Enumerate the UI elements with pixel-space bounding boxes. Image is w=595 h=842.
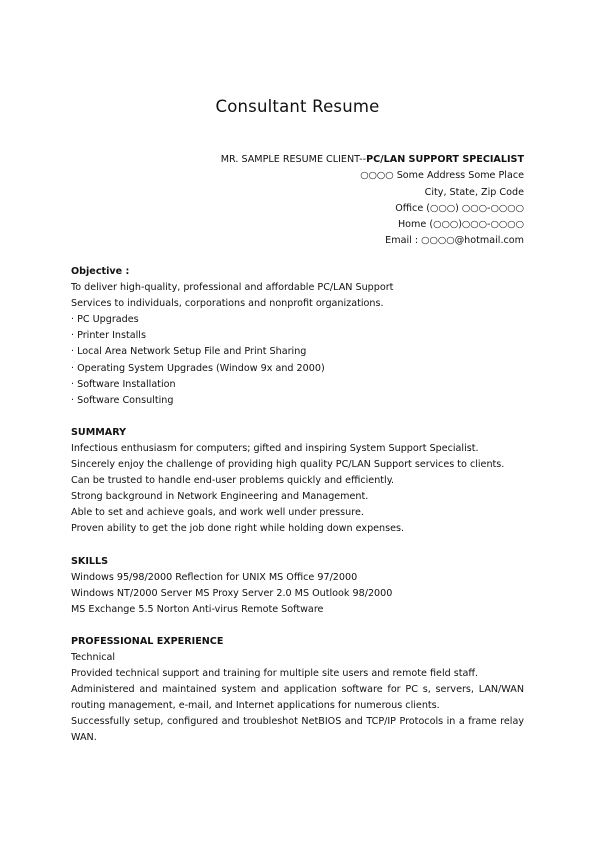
objective-bullet: · Local Area Network Setup File and Print Sharing: [71, 346, 307, 358]
summary-line: Proven ability to get the job done right while holding down expenses.: [71, 523, 405, 535]
summary-line: Strong background in Network Engineering and Management.: [71, 491, 369, 503]
skills-line: Windows 95/98/2000 Reflection for UNIX MS Office 97/2000: [71, 571, 358, 583]
skills-line: MS Exchange 5.5 Norton Anti-virus Remote Software: [71, 603, 324, 615]
skills-line: Windows NT/2000 Server MS Proxy Server 2.0 MS Outlook 98/2000: [71, 587, 393, 599]
objective-bullet: · Software Installation: [71, 378, 176, 390]
summary-line: Infectious enthusiasm for computers; gifted and inspiring System Support Specialist.: [71, 442, 479, 454]
summary-line: Able to set and achieve goals, and work well under pressure.: [71, 507, 364, 519]
contact-block: [221, 152, 524, 250]
summary-line: Sincerely enjoy the challenge of providing high quality PC/LAN Support services to clients.: [71, 459, 505, 471]
experience-paragraph: Administered and maintained system and application software for PC s, servers, LAN/WAN routing management, e-mail, and Internet applications for numerous clients.: [71, 684, 524, 712]
section-spacer: [71, 538, 524, 554]
resume-body: [71, 264, 524, 747]
contact-address: ○○○○ Some Address Some Place: [360, 170, 524, 182]
client-name: MR. SAMPLE RESUME CLIENT--: [220, 154, 367, 165]
contact-name-line: [221, 152, 524, 168]
objective-heading: Objective :: [71, 266, 130, 277]
contact-home-phone: Home (○○○)○○○-○○○○: [397, 219, 524, 231]
objective-bullet: · Software Consulting: [71, 394, 174, 406]
objective-line: To deliver high-quality, professional and affordable PC/LAN Support: [71, 282, 394, 294]
summary-line: Can be trusted to handle end-user problems quickly and efficiently.: [71, 475, 395, 487]
experience-paragraph: Successfully setup, configured and troubleshot NetBIOS and TCP/IP Protocols in a frame relay WAN.: [71, 716, 524, 744]
objective-bullet: · Operating System Upgrades (Window 9x and 2000): [71, 362, 325, 374]
skills-heading: SKILLS: [71, 555, 109, 567]
contact-city: City, State, Zip Code: [424, 186, 524, 198]
experience-line: Provided technical support and training for multiple site users and remote field staff.: [71, 668, 479, 680]
summary-heading: SUMMARY: [71, 426, 127, 438]
objective-bullet: · Printer Installs: [71, 330, 146, 342]
contact-office-phone: Office (○○○) ○○○-○○○○: [395, 202, 524, 214]
objective-line: Services to individuals, corporations and nonprofit organizations.: [71, 298, 384, 310]
client-role: PC/LAN SUPPORT SPECIALIST: [366, 154, 524, 165]
document-title: Consultant Resume: [215, 97, 380, 116]
objective-bullet: · PC Upgrades: [71, 314, 139, 326]
section-spacer: [71, 409, 524, 425]
section-spacer: [71, 618, 524, 634]
experience-subheading: Technical: [71, 651, 116, 663]
experience-heading: PROFESSIONAL EXPERIENCE: [71, 635, 224, 647]
contact-email: Email : ○○○○@hotmail.com: [385, 235, 524, 247]
